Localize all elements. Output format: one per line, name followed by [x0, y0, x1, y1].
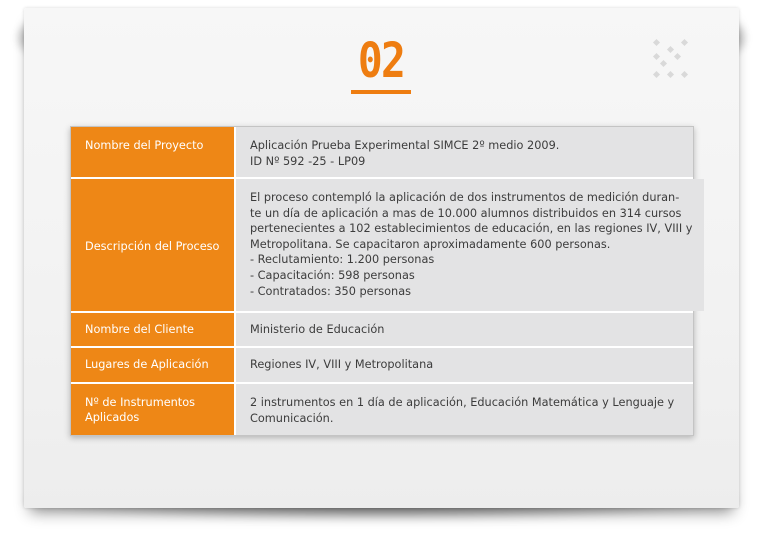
table-row-instruments-applied — [71, 384, 693, 435]
value-line: Metropolitana. Se capacitaron aproximadamente 600 personas. — [250, 237, 611, 251]
label-line: Aplicados — [85, 411, 140, 424]
label-line: Nº de Instrumentos — [85, 396, 196, 409]
table-row-application-places — [71, 348, 693, 384]
value-line: - Contratados: 350 personas — [250, 284, 412, 298]
label-instruments-applied — [71, 384, 236, 435]
project-details-table — [70, 126, 694, 436]
value-line: Comunicación. — [250, 411, 334, 425]
project-number-underline — [351, 90, 411, 94]
value-line: Regiones IV, VIII y Metropolitana — [250, 358, 434, 371]
value-line: 2 instrumentos en 1 día de aplicación, Educación Matemática y Lenguaje y — [250, 396, 675, 409]
label-project-name: Nombre del Proyecto — [71, 127, 236, 177]
value-line: - Capacitación: 598 personas — [250, 268, 415, 282]
value-instruments-applied — [236, 384, 693, 435]
table-row-client-name — [71, 313, 693, 348]
value-line: Aplicación Prueba Experimental SIMCE 2º medio 2009. — [250, 139, 560, 152]
value-line: - Reclutamiento: 1.200 personas — [250, 253, 435, 267]
decorative-dots-icon — [650, 38, 696, 82]
value-process-description — [236, 179, 704, 311]
table-row-process-description — [71, 179, 693, 313]
value-line: ID Nº 592 -25 - LP09 — [250, 154, 366, 168]
value-project-name — [236, 127, 693, 177]
label-process-description: Descripción del Proceso — [71, 179, 236, 311]
value-line: Ministerio de Educación — [250, 323, 385, 336]
value-application-places — [236, 348, 693, 382]
value-client-name — [236, 313, 693, 346]
value-line: El proceso contempló la aplicación de dos instrumentos de medición duran- — [250, 191, 680, 204]
value-line: te un día de aplicación a mas de 10.000 alumnos distribuidos en 314 cursos — [250, 206, 682, 220]
value-line: pertenecientes a 102 establecimientos de educación, en las regiones IV, VIII y — [250, 222, 693, 236]
project-number: 02 — [357, 33, 405, 89]
table-row-project-name — [71, 127, 693, 179]
label-application-places: Lugares de Aplicación — [71, 348, 236, 382]
label-client-name: Nombre del Cliente — [71, 313, 236, 346]
